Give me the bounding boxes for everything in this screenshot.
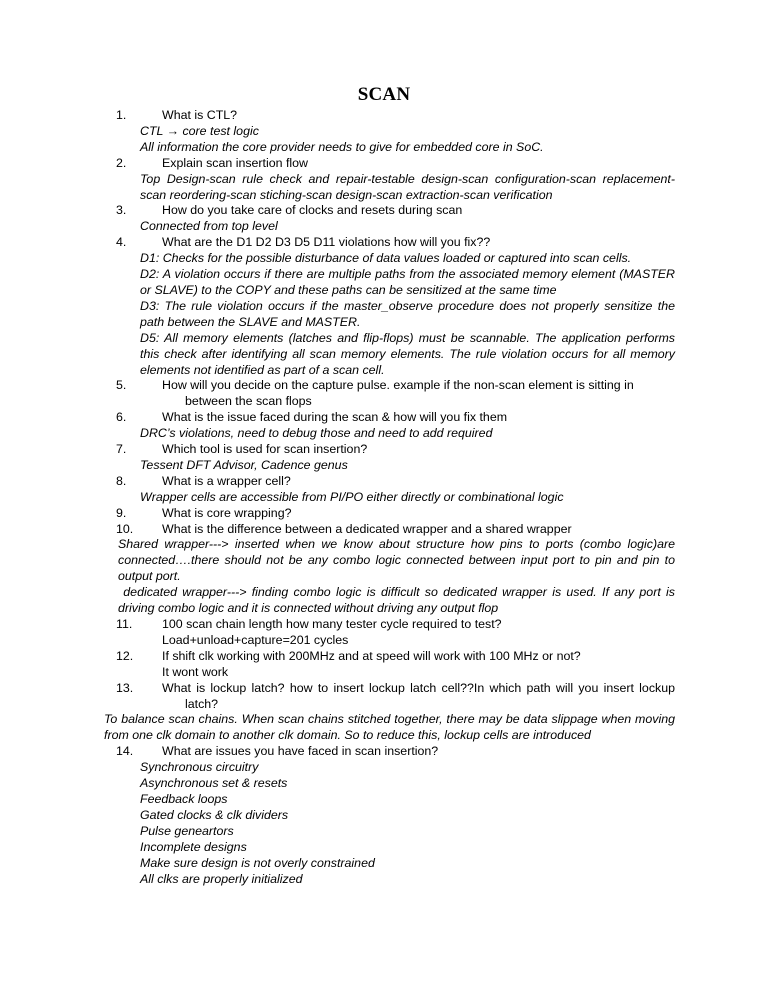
question-item <box>116 155 675 172</box>
answer-line <box>118 585 679 617</box>
item-question: If shift clk working with 200MHz and at speed will work with 100 MHz or not? <box>162 648 581 663</box>
issue-text: Incomplete designs <box>140 839 247 854</box>
item-question: Explain scan insertion flow <box>162 155 309 170</box>
question-item <box>116 378 675 410</box>
question-item <box>116 617 675 633</box>
answer-line <box>140 172 675 204</box>
question-item <box>116 203 675 219</box>
item-number: 8. <box>116 473 127 488</box>
issue-item <box>140 792 675 808</box>
answer-line <box>140 124 675 140</box>
item-question: What is CTL? <box>162 108 238 122</box>
item-number: 10. <box>116 521 134 536</box>
question-item <box>116 442 675 458</box>
item-number: 11. <box>116 617 133 631</box>
answer-line <box>140 490 675 506</box>
question-item <box>116 410 675 426</box>
document-body <box>0 108 768 887</box>
item-number: 14. <box>116 744 134 759</box>
item-number: 6. <box>116 410 127 425</box>
question-item <box>116 680 675 713</box>
issue-item <box>140 840 675 856</box>
answer-text: CTL → core test logic <box>140 123 259 138</box>
item-question: What is a wrapper cell? <box>162 473 291 488</box>
answer-line <box>140 267 675 299</box>
item-question: What are the D1 D2 D3 D5 D11 violations how will you fix?? <box>162 235 491 250</box>
answer-text: Top Design-scan rule check and repair-testable design-scan configuration-scan replacement-scan reordering-scan stiching-scan design-scan extraction-scan verification <box>140 171 675 202</box>
issue-text: Gated clocks & clk dividers <box>140 807 289 822</box>
issue-item <box>140 776 675 792</box>
question-item <box>116 473 675 490</box>
item-number: 2. <box>116 155 127 170</box>
answer-text: All information the core provider needs to give for embedded core in SoC. <box>140 139 544 154</box>
issue-item <box>140 824 675 840</box>
issue-text: Pulse geneartors <box>140 823 234 838</box>
question-item <box>116 744 675 760</box>
question-item <box>116 521 675 538</box>
item-question: What is the difference between a dedicated wrapper and a shared wrapper <box>162 521 572 536</box>
answer-line <box>140 299 675 331</box>
item-number: 12. <box>116 648 134 663</box>
issue-text: Asynchronous set & resets <box>140 776 288 791</box>
answer-text: Load+unload+capture=201 cycles <box>162 632 349 647</box>
item-number: 1. <box>116 108 127 122</box>
question-item <box>116 108 675 124</box>
answer-text: D1: Checks for the possible disturbance of data values loaded or captured into scan cells. <box>140 251 632 266</box>
answer-line <box>140 219 675 235</box>
page-title: SCAN <box>357 84 411 105</box>
answer-line <box>118 537 675 585</box>
answer-line <box>162 633 675 649</box>
item-question: What is lockup latch? how to insert lockup latch cell??In which path will you insert lockup latch? <box>162 680 675 711</box>
answer-text: D5: All memory elements (latches and flip-flops) must be scannable. The application performs this check after identifying all scan memory elements. The rule violation occurs for all memory elements not identified as part of a scan cell. <box>140 330 675 377</box>
answer-line <box>140 251 675 267</box>
answer-text: D3: The rule violation occurs if the master_observe procedure does not properly sensitize the path between the SLAVE and MASTER. <box>140 298 675 329</box>
answer-line <box>140 458 675 474</box>
item-question: How will you decide on the capture pulse. example if the non-scan element is sitting in between the scan flops <box>162 378 634 409</box>
question-item <box>116 648 675 665</box>
answer-text: Shared wrapper---> inserted when we know about structure how pins to ports (combo logic)are connected….there should not be any combo logic connected between input port to pin and pin to output port. <box>118 537 675 584</box>
answer-text: D2: A violation occurs if there are multiple paths from the associated memory element (MASTER or SLAVE) to the COPY and these paths can be sensitized at the same time <box>140 267 675 297</box>
issue-text: Feedback loops <box>140 791 228 806</box>
item-question: What is core wrapping? <box>162 505 292 520</box>
item-number: 3. <box>116 203 127 218</box>
issue-item <box>140 760 675 776</box>
issue-item <box>140 856 675 872</box>
issue-text: Synchronous circuitry <box>140 760 259 775</box>
item-number: 5. <box>116 378 127 393</box>
answer-text: Tessent DFT Advisor, Cadence genus <box>140 457 348 472</box>
answer-text: Connected from top level <box>140 219 278 234</box>
question-item <box>116 505 675 522</box>
item-number: 4. <box>116 235 127 250</box>
item-question: 100 scan chain length how many tester cycle required to test? <box>162 617 502 631</box>
question-item <box>116 235 675 251</box>
item-question: Which tool is used for scan insertion? <box>162 442 368 457</box>
item-question: What is the issue faced during the scan & how will you fix them <box>162 410 508 425</box>
item-number: 9. <box>116 505 127 520</box>
issue-item <box>140 808 675 824</box>
answer-line <box>104 712 675 744</box>
answer-text: dedicated wrapper---> finding combo logic is difficult so dedicated wrapper is used. If any port is driving combo logic and it is connected without driving any output flop <box>118 585 679 616</box>
answer-line <box>140 331 675 379</box>
answer-line <box>140 426 675 442</box>
item-number: 13. <box>116 680 134 695</box>
item-number: 7. <box>116 442 127 457</box>
answer-text: DRC’s violations, need to debug those and need to add required <box>140 426 493 441</box>
answer-text: To balance scan chains. When scan chains stitched together, there may be data slippage when moving from one clk domain to another clk domain. So to reduce this, lockup cells are introduced <box>104 712 675 743</box>
answer-line <box>140 140 675 156</box>
issue-text: All clks are properly initialized <box>140 871 303 886</box>
answer-text: It wont work <box>162 664 229 679</box>
item-question: How do you take care of clocks and resets during scan <box>162 203 463 218</box>
answer-line <box>162 665 675 681</box>
issue-item <box>140 872 675 888</box>
answer-text: Wrapper cells are accessible from PI/PO either directly or combinational logic <box>140 489 564 504</box>
issue-text: Make sure design is not overly constrained <box>140 855 375 870</box>
item-question: What are issues you have faced in scan insertion? <box>162 744 439 759</box>
